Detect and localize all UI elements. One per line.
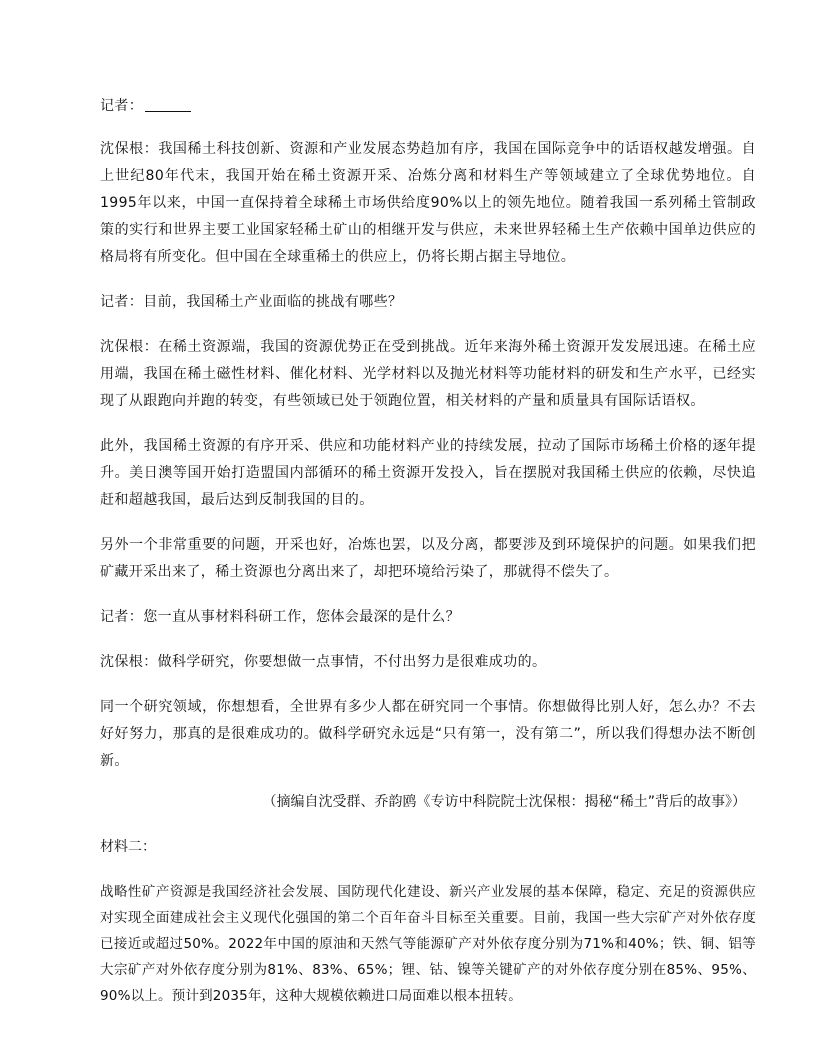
material-two-text: 战略性矿产资源是我国经济社会发展、国防现代化建设、新兴产业发展的基本保障，稳定、充足的资源供应对实现全面建成社会主义现代化强国的第二个百年奋斗目标至关重要。目前，我国一些大宗矿产对外依存度已接近或超过50%。2022年中国的原油和天然气等能源矿产对外依存度分别为71%和40%；铁、铜、铝等大宗矿产对外依存度分别为81%、83%、65%；锂、钴、镍等关键矿产的对外依存度分别在85%、95%、90%以上。预计到2035年，这种大规模依赖进口局面难以根本扭转。 [100,884,756,1004]
reporter-question: 记者：目前，我国稀土产业面临的挑战有哪些？ [100,294,403,310]
paragraph: 沈保根：做科学研究，你要想做一点事情，不付出努力是很难成功的。 [100,654,547,670]
paragraph: 同一个研究领域，你想想看，全世界有多少人都在研究同一个事情。你想做得比别人好，怎么办？不去好好努力，那真的是很难成功的。做科学研究永远是“只有第一，没有第二”，所以我们得想办法不断创新。 [100,699,756,769]
reporter-question-blank [100,93,756,120]
reporter-prompt: 记者： [100,98,144,114]
source-citation: （摘编自沈受群、乔韵鸥《专访中科院院士沈保根：揭秘“稀土”背后的故事》） [262,794,746,810]
reporter-question: 记者：您一直从事材料科研工作，您体会最深的是什么？ [100,609,460,625]
material-two-label: 材料二： [100,839,156,855]
answer-blank-line [145,97,191,112]
paragraph: 沈保根：在稀土资源端，我国的资源优势正在受到挑战。近年来海外稀土资源开发发展迅速。在稀土应用端，我国在稀土磁性材料、催化材料、光学材料以及抛光材料等功能材料的研发和生产水平，已经实现了从跟跑向并跑的转变，有些领域已处于领跑位置，相关材料的产量和质量具有国际话语权。 [100,339,756,409]
paragraph: 沈保根：我国稀土科技创新、资源和产业发展态势趋加有序，我国在国际竞争中的话语权越发增强。自上世纪80年代末，我国开始在稀土资源开采、冶炼分离和材料生产等领域建立了全球优势地位。自1995年以来，中国一直保持着全球稀土市场供给度90%以上的领先地位。随着我国一系列稀土管制政策的实行和世界主要工业国家轻稀土矿山的相继开发与供应，未来世界轻稀土生产依赖中国单边供应的格局将有所变化。但中国在全球重稀土的供应上，仍将长期占据主导地位。 [100,141,756,265]
paragraph: 此外，我国稀土资源的有序开采、供应和功能材料产业的持续发展，拉动了国际市场稀土价格的逐年提升。美日澳等国开始打造盟国内部循环的稀土资源开发投入，旨在摆脱对我国稀土供应的依赖，尽快追赶和超越我国，最后达到反制我国的目的。 [100,438,756,508]
paragraph: 另外一个非常重要的问题，开采也好，冶炼也罢，以及分离，都要涉及到环境保护的问题。如果我们把矿藏开采出来了，稀土资源也分离出来了，却把环境给污染了，那就得不偿失了。 [100,537,756,580]
